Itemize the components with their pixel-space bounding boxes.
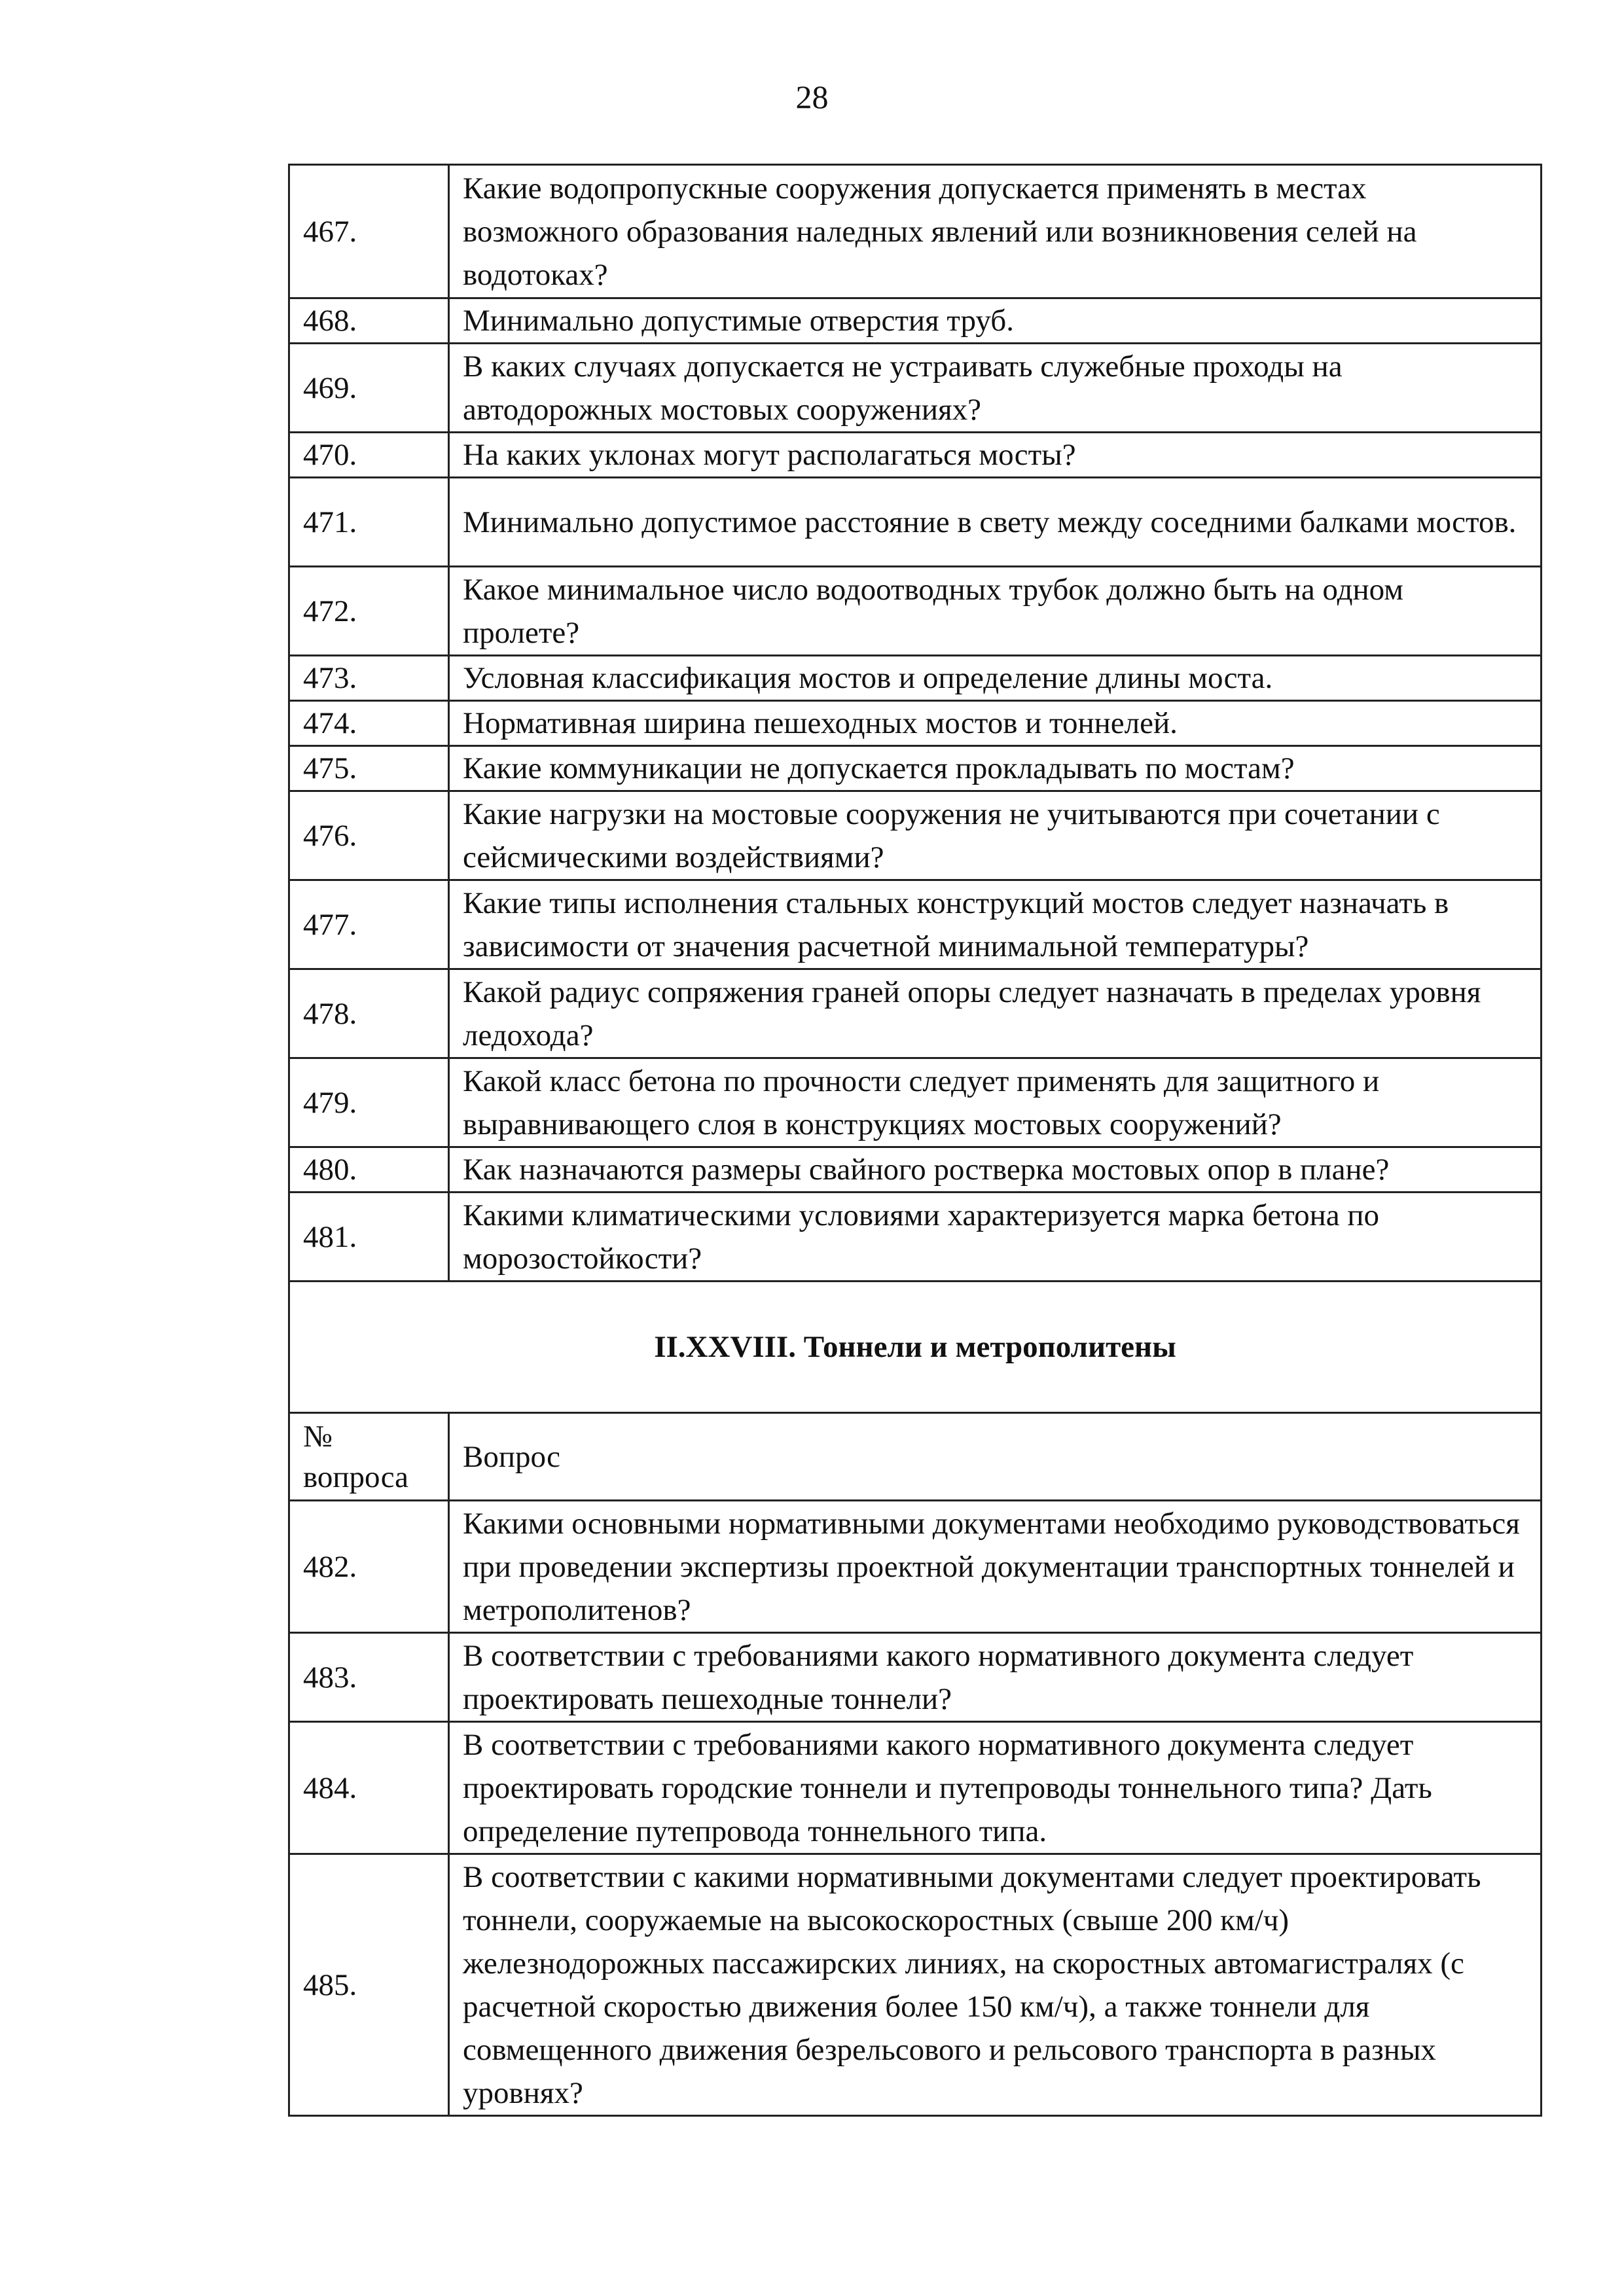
table-row (289, 165, 1542, 298)
table-row (289, 1722, 1542, 1854)
question-number: 480. (289, 1147, 449, 1193)
table-row (289, 1058, 1542, 1147)
table-row (289, 478, 1542, 567)
table-row (289, 1854, 1542, 2116)
question-number: 471. (289, 478, 449, 567)
table-row (289, 433, 1542, 478)
question-text: Какими основными нормативными документами необходимо руководствоваться при проведении экспертизы проектной документации транспортных тоннелей и метрополитенов? (449, 1501, 1542, 1633)
question-number: 468. (289, 298, 449, 344)
question-text: Какие водопропускные сооружения допускается применять в местах возможного образования наледных явлений или возникновения селей на водотоках? (449, 165, 1542, 298)
table-row (289, 656, 1542, 701)
question-text: В каких случаях допускается не устраивать служебные проходы на автодорожных мостовых сооружениях? (449, 344, 1542, 433)
page-number: 28 (795, 79, 829, 115)
question-text: Условная классификация мостов и определение длины моста. (449, 656, 1542, 701)
table-row (289, 344, 1542, 433)
table-row (289, 746, 1542, 791)
question-number: 472. (289, 567, 449, 656)
question-text: Какие нагрузки на мостовые сооружения не учитываются при сочетании с сейсмическими воздействиями? (449, 791, 1542, 880)
section-row (289, 1282, 1542, 1413)
question-text: В соответствии с требованиями какого нормативного документа следует проектировать городские тоннели и путепроводы тоннельного типа? Дать определение путепровода тоннельного типа. (449, 1722, 1542, 1854)
question-number: 481. (289, 1193, 449, 1282)
question-text: Минимально допустимое расстояние в свету между соседними балками мостов. (449, 478, 1542, 567)
question-text: В соответствии с требованиями какого нормативного документа следует проектировать пешеходные тоннели? (449, 1633, 1542, 1722)
column-header-number-line2: вопроса (303, 1460, 408, 1494)
question-text: Нормативная ширина пешеходных мостов и тоннелей. (449, 701, 1542, 746)
question-text: Какие типы исполнения стальных конструкций мостов следует назначать в зависимости от значения расчетной минимальной температуры? (449, 880, 1542, 969)
question-number: 469. (289, 344, 449, 433)
question-text: На каких уклонах могут располагаться мосты? (449, 433, 1542, 478)
question-number: 484. (289, 1722, 449, 1854)
table-header-row (289, 1413, 1542, 1501)
question-text: В соответствии с какими нормативными документами следует проектировать тоннели, сооружаемые на высокоскоростных (свыше 200 км/ч) железнодорожных пассажирских линиях, на скоростных автомагистралях (с расчетной скоростью движения более 150 км/ч), а также тоннели для совмещенного движения безрельсового и рельсового транспорта в разных уровнях? (449, 1854, 1542, 2116)
table-row (289, 298, 1542, 344)
question-number: 478. (289, 969, 449, 1058)
question-number: 476. (289, 791, 449, 880)
table-row (289, 567, 1542, 656)
column-header-question: Вопрос (449, 1413, 1542, 1501)
question-text: Какими климатическими условиями характеризуется марка бетона по морозостойкости? (449, 1193, 1542, 1282)
table-row (289, 701, 1542, 746)
table-row (289, 880, 1542, 969)
question-text: Какие коммуникации не допускается прокладывать по мостам? (449, 746, 1542, 791)
question-text: Какой радиус сопряжения граней опоры следует назначать в пределах уровня ледохода? (449, 969, 1542, 1058)
table-row (289, 1501, 1542, 1633)
column-header-number (289, 1413, 449, 1501)
question-text: Как назначаются размеры свайного ростверка мостовых опор в плане? (449, 1147, 1542, 1193)
question-number: 482. (289, 1501, 449, 1633)
question-number: 470. (289, 433, 449, 478)
section-title: II.XXVIII. Тоннели и метрополитены (289, 1282, 1542, 1413)
question-text: Минимально допустимые отверстия труб. (449, 298, 1542, 344)
question-number: 483. (289, 1633, 449, 1722)
question-text: Какое минимальное число водоотводных трубок должно быть на одном пролете? (449, 567, 1542, 656)
question-number: 474. (289, 701, 449, 746)
table-row (289, 1633, 1542, 1722)
questions-table (288, 164, 1542, 2117)
column-header-number-line1: № (303, 1419, 333, 1454)
question-number: 485. (289, 1854, 449, 2116)
question-number: 475. (289, 746, 449, 791)
table-row (289, 791, 1542, 880)
table-row (289, 969, 1542, 1058)
question-number: 473. (289, 656, 449, 701)
question-number: 467. (289, 165, 449, 298)
question-number: 477. (289, 880, 449, 969)
question-text: Какой класс бетона по прочности следует применять для защитного и выравнивающего слоя в конструкциях мостовых сооружений? (449, 1058, 1542, 1147)
question-number: 479. (289, 1058, 449, 1147)
table-row (289, 1147, 1542, 1193)
table-row (289, 1193, 1542, 1282)
